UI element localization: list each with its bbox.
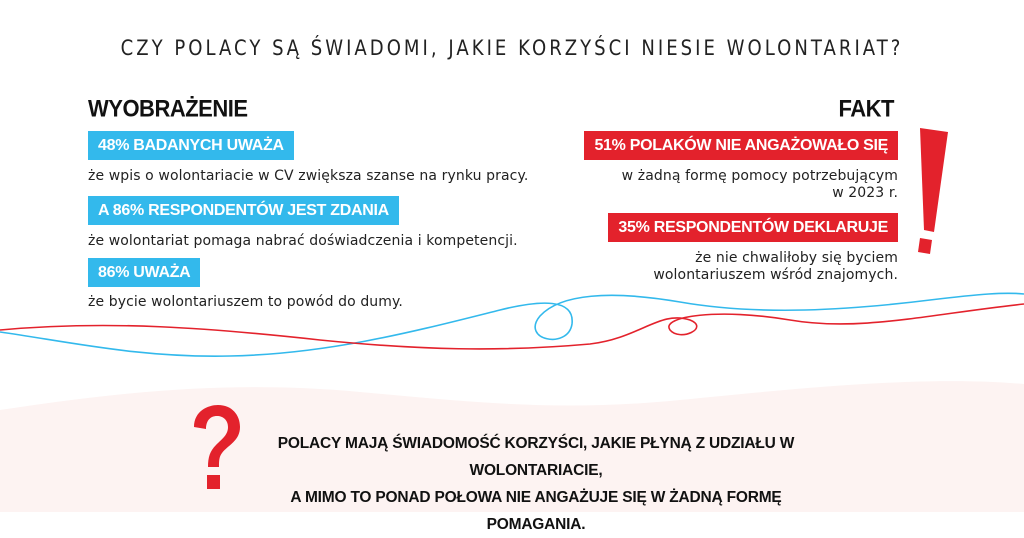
fact-desc-line: w żadną formę pomocy potrzebującym [621, 168, 898, 184]
summary-text [256, 430, 816, 538]
perception-stat-description: że bycie wolontariuszem to powód do dumy. [88, 294, 403, 310]
perception-stat-description: że wpis o wolontariacie w CV zwiększa szanse na rynku pracy. [88, 168, 529, 184]
summary-line: POLACY MAJĄ ŚWIADOMOŚĆ KORZYŚCI, JAKIE PŁYNĄ Z UDZIAŁU W WOLONTARIACIE, [277, 435, 795, 479]
question-mark-icon [190, 405, 242, 493]
fact-stat-description [653, 250, 898, 284]
page-headline: CZY POLACY SĄ ŚWIADOMI, JAKIE KORZYŚCI NIESIE WOLONTARIAT? [120, 36, 904, 60]
exclamation-mark-icon [908, 128, 952, 262]
column-title-fact: FAKT [838, 94, 894, 123]
fact-desc-line: że nie chwaliłoby się byciem [695, 250, 898, 266]
fact-stat-tag: 51% POLAKÓW NIE ANGAŻOWAŁO SIĘ [584, 131, 898, 160]
fact-stat-tag: 35% RESPONDENTÓW DEKLARUJE [608, 213, 898, 242]
column-title-perception: WYOBRAŻENIE [88, 94, 248, 123]
perception-stat-tag: A 86% RESPONDENTÓW JEST ZDANIA [88, 196, 399, 225]
red-wave-line [0, 304, 1024, 349]
fact-desc-line: wolontariuszem wśród znajomych. [653, 267, 898, 283]
fact-stat-description [622, 168, 898, 202]
perception-stat-description: że wolontariat pomaga nabrać doświadczenia i kompetencji. [88, 233, 518, 249]
perception-stat-tag: 48% BADANYCH UWAŻA [88, 131, 294, 160]
summary-line: A MIMO TO PONAD POŁOWA NIE ANGAŻUJE SIĘ W ŻADNĄ FORMĘ POMAGANIA. [290, 489, 782, 533]
fact-desc-line: w 2023 r. [832, 185, 898, 201]
perception-stat-tag: 86% UWAŻA [88, 258, 200, 287]
